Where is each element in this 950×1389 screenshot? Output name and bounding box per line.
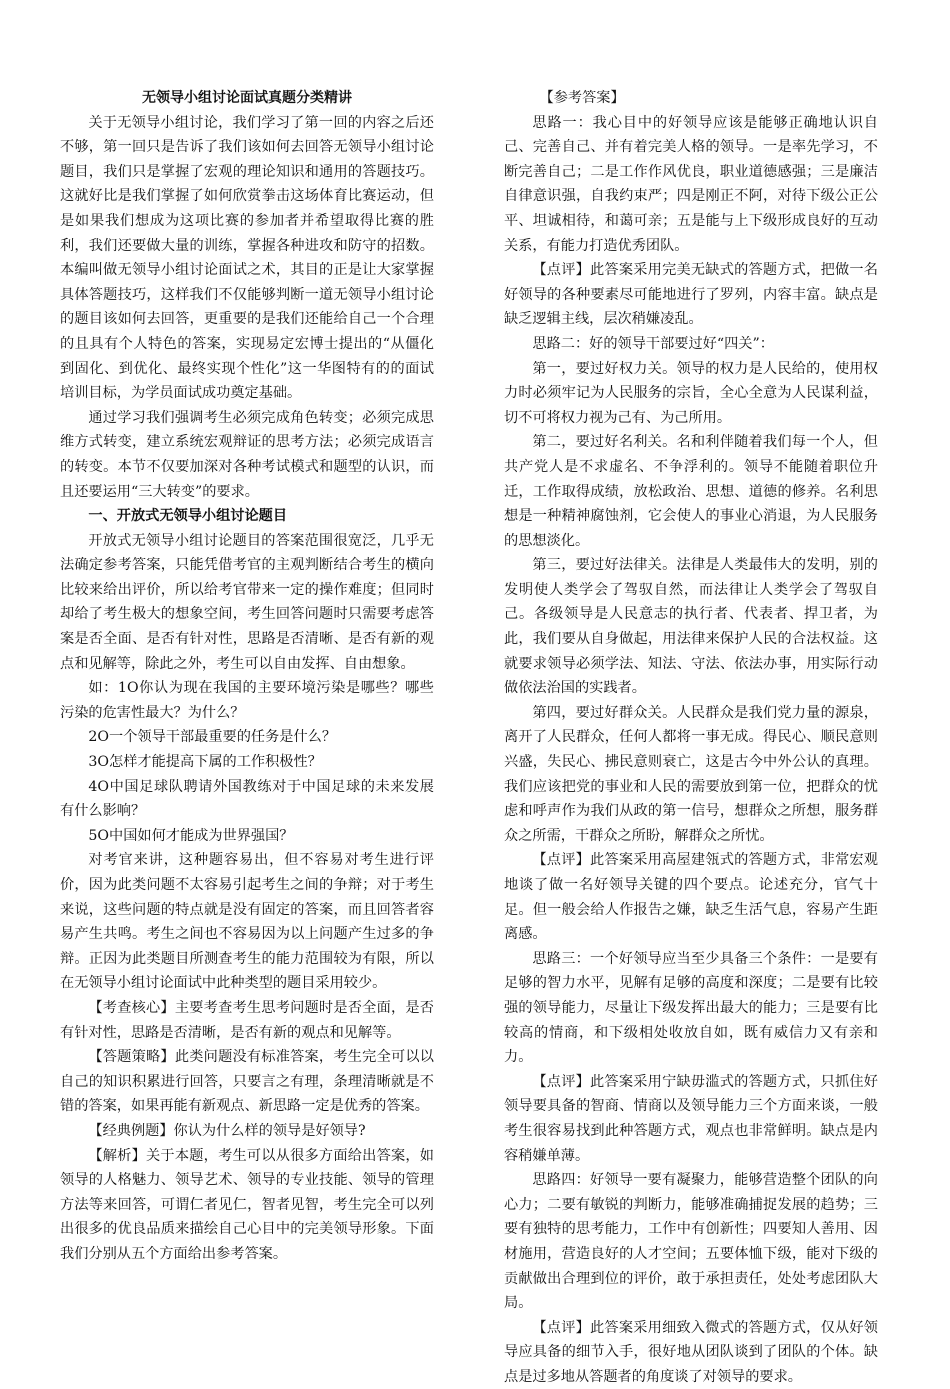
classic-example-paragraph: 【经典例题】你认为什么样的领导是好领导?: [88, 1122, 366, 1139]
comment-4-paragraph: 【点评】此答案采用细致入微式的答题方式，仅从好领导应具备的细节入手，很好地从团队谈到了团队的个体。缺点是过多地从答题者的角度谈了对领导的要求。: [504, 1319, 878, 1385]
comment-3-paragraph: 【点评】此答案采用宁缺毋滥式的答题方式，只抓住好领导要具备的智商、情商以及领导能力三个方面来谈，一般考生很容易找到此种答题方式，观点也非常鲜明。缺点是内容稍嫌单薄。: [504, 1073, 878, 1164]
left-column: [60, 86, 434, 1267]
law-pass-paragraph: 第三，要过好法律关。法律是人类最伟大的发明，别的发明使人类学会了驾驭自然，而法律让人类学会了驾驭自己。各级领导是人民意志的执行者、代表者、捍卫者，为此，我们要从自身做起，用法律来保护人民的合法权益。这就要求领导必须学法、知法、守法、依法办事，用实际行动做依法治国的实践者。: [504, 557, 878, 697]
examiner-paragraph: 对考官来讲，这种题容易出，但不容易对考生进行评价，因为此类问题不太容易引起考生之间的争辩；对于考生来说，这些问题的特点就是没有固定的答案，而且回答者容易产生共鸣。考生之间也不容易因为以上问题产生过多的争辩。正因为此类题目所测查考生的能力范围较为有限，所以在无领导小组讨论面试中此种类型的题目采用较少。: [60, 852, 434, 992]
approach-1-paragraph: 思路一：我心目中的好领导应该是能够正确地认识自己、完善自己、并有着完美人格的领导。一是率先学习，不断完善自己；二是工作作风优良，职业道德感强；三是廉洁自律意识强，自我约束严；四是刚正不阿，对待下级公正公平、坦诚相待，和蔼可亲；五是能与上下级形成良好的互动关系，有能力打造优秀团队。: [504, 114, 878, 254]
example-question-3: 3O怎样才能提高下属的工作积极性？: [88, 754, 322, 771]
intro-paragraph: 关于无领导小组讨论，我们学习了第一回的内容之后还不够，第一回只是告诉了我们该如何去回答无领导小组讨论题目，我们只是掌握了宏观的理论知识和通用的答题技巧。这就好比是我们掌握了如何欣赏拳击这场体育比赛运动，但是如果我们想成为这项比赛的参加者并希望取得比赛的胜利，我们还要做大量的训练，掌握各种进攻和防守的招数。本编叫做无领导小组讨论面试之术，其目的正是让大家掌握具体答题技巧，这样我们不仅能够判断一道无领导小组讨论的题目该如何去回答，更重要的是我们还能给自己一个合理的且具有个人特色的答案，实现易定宏博士提出的“从僵化到固化、到优化、最终实现个性化”这一华图特有的的面试培训目标，为学员面试成功奠定基础。: [60, 114, 434, 402]
assessment-core-paragraph: 【考查核心】主要考查考生思考问题时是否全面，是否有针对性，思路是否清晰，是否有新的观点和见解等。: [60, 999, 434, 1041]
approach-3-paragraph: 思路三：一个好领导应当至少具备三个条件：一是要有足够的智力水平，见解有足够的高度和深度；二是要有比较强的领导能力，尽量让下级发挥出最大的能力；三是要有比较高的情商，和下级相处收放自如，既有威信力又有亲和力。: [504, 950, 878, 1066]
example-question-2: 2O一个领导干部最重要的任务是什么？: [88, 729, 337, 746]
transformation-paragraph: 通过学习我们强调考生必须完成角色转变；必须完成思维方式转变，建立系统宏观辩证的思考方法；必须完成语言的转变。本节不仅要加深对各种考试模式和题型的认识，而且还要运用“三大转变”的要求。: [60, 409, 434, 500]
approach-2-paragraph: 思路二：好的领导干部要过好“四关”：: [532, 335, 774, 352]
right-column: [504, 86, 878, 1389]
example-question-4: 4O中国足球队聘请外国教练对于中国足球的未来发展有什么影响？: [60, 778, 434, 820]
document-title: 无领导小组讨论面试真题分类精讲: [142, 90, 352, 106]
section-heading-open-topics: 一、开放式无领导小组讨论题目: [88, 508, 288, 525]
analysis-paragraph: 【解析】关于本题，考生可以从很多方面给出答案，如领导的人格魅力、领导艺术、领导的专业技能、领导的管理方法等来回答，可谓仁者见仁，智者见智，考生完全可以列出很多的优良品质来描绘自己心目中的完美领导形象。下面我们分别从五个方面给出参考答案。: [60, 1147, 434, 1262]
masses-pass-paragraph: 第四，要过好群众关。人民群众是我们党力量的源泉，离开了人民群众，任何人都将一事无成。得民心、顺民意则兴盛，失民心、拂民意则衰亡，这是古今中外公认的真理。我们应该把党的事业和人民的需要放到第一位，把群众的忧虑和呼声作为我们从政的第一信号，想群众之所想，服务群众之所需，干群众之所盼，解群众之所忧。: [504, 704, 878, 844]
fame-pass-paragraph: 第二，要过好名利关。名和利伴随着我们每一个人，但共产党人是不求虚名、不争浮利的。领导不能随着职位升迁，工作取得成绩，放松政治、思想、道德的修养。名利思想是一种精神腐蚀剂，它会使人的事业心消退，为人民服务的思想淡化。: [504, 434, 878, 549]
approach-4-paragraph: 思路四：好领导一要有凝聚力，能够营造整个团队的向心力；二要有敏锐的判断力，能够准确捕捉发展的趋势；三要有独特的思考能力，工作中有创新性；四要知人善用、因材施用，营造良好的人才空间；五要体恤下级，能对下级的贡献做出合理到位的评价，敢于承担责任，处处考虑团队大局。: [504, 1172, 878, 1312]
comment-2-paragraph: 【点评】此答案采用高屋建瓴式的答题方式，非常宏观地谈了做一名好领导关键的四个要点。论述充分，官气十足。但一般会给人作报告之嫌，缺乏生活气息，容易产生距离感。: [504, 852, 878, 943]
comment-1-paragraph: 【点评】此答案采用完美无缺式的答题方式，把做一名好领导的各种要素尽可能地进行了罗列，内容丰富。缺点是缺乏逻辑主线，层次稍嫌凌乱。: [504, 262, 878, 328]
power-pass-paragraph: 第一，要过好权力关。领导的权力是人民给的，使用权力时必须牢记为人民服务的宗旨，全心全意为人民谋利益，切不可将权力视为己有、为己所用。: [504, 360, 878, 426]
answer-strategy-paragraph: 【答题策略】此类问题没有标准答案，考生完全可以以自己的知识积累进行回答，只要言之有理，条理清晰就是不错的答案，如果再能有新观点、新思路一定是优秀的答案。: [60, 1049, 434, 1115]
reference-answer-heading: 【参考答案】: [539, 90, 625, 106]
example-question-1: 如：1O你认为现在我国的主要环境污染是哪些？哪些污染的危害性最大？为什么？: [60, 680, 434, 721]
example-question-5: 5O中国如何才能成为世界强国？: [88, 827, 294, 844]
open-topics-paragraph: 开放式无领导小组讨论题目的答案范围很宽泛，几乎无法确定参考答案，只能凭借考官的主观判断结合考生的横向比较来给出评价，所以给考官带来一定的操作难度；但同时却给了考生极大的想象空间，考生回答问题时只需要考虑答案是否全面、是否有针对性，思路是否清晰、是否有新的观点和见解等，除此之外，考生可以自由发挥、自由想象。: [60, 532, 434, 672]
